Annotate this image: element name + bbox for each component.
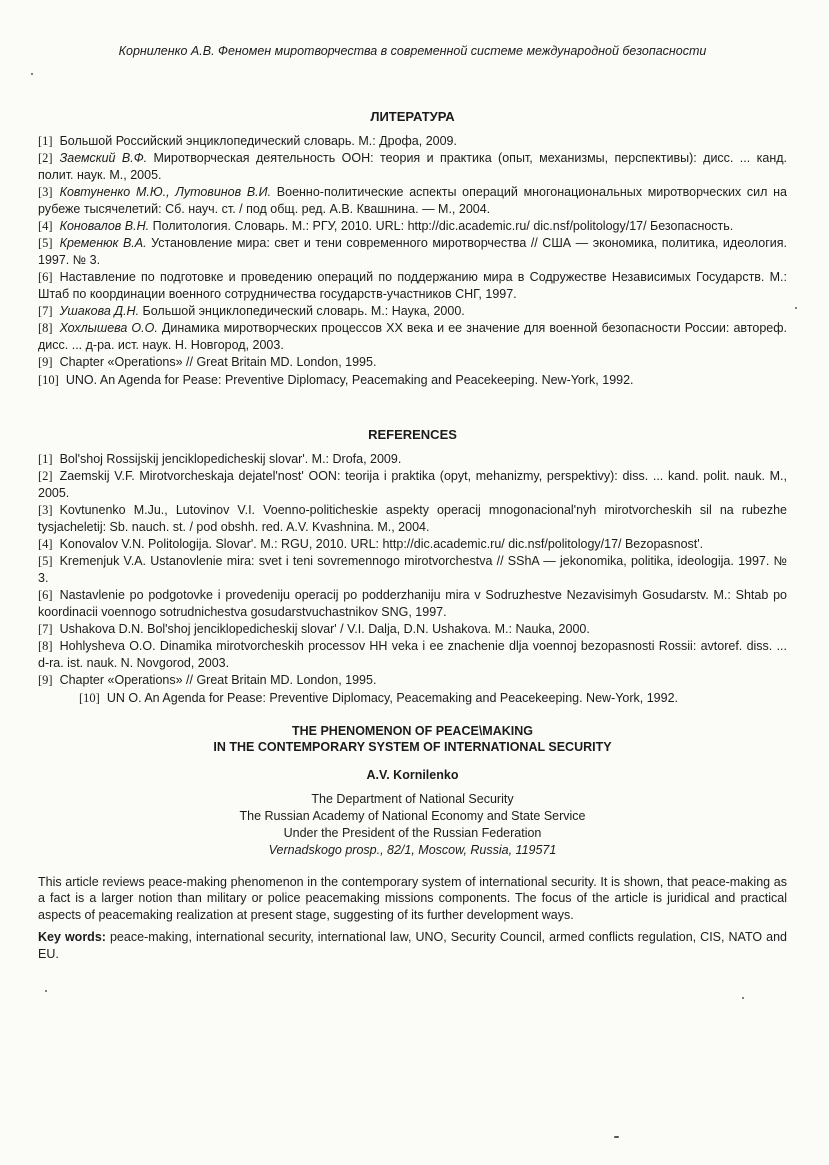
reference-text: Zaemskij V.F. Mirotvorcheskaja dejatel'nost' OON: teorija i praktika (opyt, mehanizmy, perspektivy): diss. ... kand. polit. nauk. M., 2005. xyxy=(38,469,787,500)
reference-author: Ковтуненко М.Ю., Лутовинов В.И. xyxy=(59,185,272,200)
reference-item xyxy=(38,372,787,388)
reference-item xyxy=(38,536,787,552)
reference-number: [9] xyxy=(38,673,53,688)
reference-text: Политология. Словарь. М.: РГУ, 2010. URL: http://dic.academic.ru/ dic.nsf/politology/17/ Безопасность. xyxy=(149,219,734,234)
reference-number: [5] xyxy=(38,554,53,569)
references-ru-heading: ЛИТЕРАТУРА xyxy=(370,109,455,124)
reference-item xyxy=(38,235,787,268)
reference-item xyxy=(38,269,787,302)
references-en-heading: REFERENCES xyxy=(368,427,457,442)
reference-text: Chapter «Operations» // Great Britain MD. London, 1995. xyxy=(59,355,377,370)
reference-item xyxy=(38,218,787,234)
reference-number: [2] xyxy=(38,469,53,484)
affiliation-line-3: Under the President of the Russian Federation xyxy=(283,826,542,840)
reference-number: [8] xyxy=(38,321,53,336)
abstract-block xyxy=(38,874,787,962)
reference-item xyxy=(38,553,787,586)
reference-item xyxy=(38,320,787,353)
reference-item xyxy=(38,502,787,535)
reference-text: Установление мира: свет и тени современного миротворчества // США — экономика, политика, идеология. 1997. № 3. xyxy=(38,236,787,267)
affiliation-line-2: The Russian Academy of National Economy and State Service xyxy=(239,809,586,823)
reference-author: Кременюк В.А. xyxy=(59,236,147,251)
reference-item xyxy=(38,354,787,370)
reference-item xyxy=(38,587,787,620)
reference-number: [7] xyxy=(38,304,53,319)
reference-text: Динамика миротворческих процессов XX века и ее значение для военной безопасности России: автореф. дисс. ... д-ра. ист. наук. Н. Новгород, 2003. xyxy=(38,321,787,352)
reference-text: Военно-политические аспекты операций многонациональных миротворческих сил на рубеже тысячелетий: Сб. науч. ст. / под общ. ред. А.В. Квашнина. — М., 2004. xyxy=(38,185,787,216)
reference-number: [6] xyxy=(38,270,53,285)
reference-text: Kovtunenko M.Ju., Lutovinov V.I. Voenno-politicheskie aspekty operacij mnogonacional'nyh mirotvorcheskih sil na rubezhe tysjacheletij: Sb. nauch. st. / pod obshh. red. A.V. Kvashnina. M., 2004. xyxy=(38,503,787,534)
reference-number: [8] xyxy=(38,639,53,654)
article-title-line-2: IN THE CONTEMPORARY SYSTEM OF INTERNATIONAL SECURITY xyxy=(213,740,612,754)
reference-text: Bol'shoj Rossijskij jenciklopedicheskij slovar'. M.: Drofa, 2009. xyxy=(59,452,402,466)
reference-item xyxy=(38,621,787,637)
keywords-text: peace-making, international security, international law, UNO, Security Council, armed conflicts regulation, CIS, NATO and EU. xyxy=(38,930,787,961)
keywords xyxy=(38,929,787,962)
reference-author: Коновалов В.Н. xyxy=(59,219,150,234)
reference-number: [4] xyxy=(38,537,53,552)
reference-number: [7] xyxy=(38,622,53,637)
reference-number: [2] xyxy=(38,151,53,166)
reference-number: [9] xyxy=(38,355,53,370)
reference-item xyxy=(38,451,787,467)
references-en-section xyxy=(38,427,787,707)
reference-text: Hohlysheva O.O. Dinamika mirotvorcheskih processov HH veka i ee znachenie dlja voennoj bezopasnosti Rossii: avtoref. diss. ... d-ra. ist. nauk. N. Novgorod, 2003. xyxy=(38,639,787,670)
reference-number: [10] xyxy=(38,372,59,387)
article-author: A.V. Kornilenko xyxy=(366,768,459,782)
reference-text: Konovalov V.N. Politologija. Slovar'. M.: RGU, 2010. URL: http://dic.academic.ru/ dic.nsf/politology/17/ Bezopasnost'. xyxy=(59,537,704,552)
reference-item xyxy=(38,133,787,149)
reference-number: [4] xyxy=(38,219,53,234)
affiliation-line-1: The Department of National Security xyxy=(311,792,514,806)
reference-author: Хохлышева О.О. xyxy=(59,321,158,336)
reference-number: [10] xyxy=(79,690,100,705)
reference-text: Большой Российский энциклопедический словарь. М.: Дрофа, 2009. xyxy=(59,134,457,148)
affiliation xyxy=(38,791,787,859)
reference-item xyxy=(38,638,787,671)
keywords-label: Key words: xyxy=(38,930,106,945)
reference-item xyxy=(38,184,787,217)
reference-number: [1] xyxy=(38,134,53,148)
references-ru-list xyxy=(38,133,787,388)
abstract-text: This article reviews peace-making phenomenon in the contemporary system of international security. It is shown, that peace-making as a fact is a larger notion than military or police peacemaking missions components. The focus of the article is juridical and practical aspects of peacemaking realization at present stage, suggesting of its further development ways. xyxy=(38,875,787,922)
reference-number: [6] xyxy=(38,588,53,603)
reference-item xyxy=(38,468,787,501)
scan-speck xyxy=(742,997,744,999)
reference-text: Kremenjuk V.A. Ustanovlenie mira: svet i teni sovremennogo mirotvorchestva // SShA — jekonomika, politika, ideologija. 1997. № 3. xyxy=(38,554,787,585)
reference-text: Миротворческая деятельность ООН: теория и практика (опыт, механизмы, перспективы): дисс. ... канд. полит. наук. М., 2005. xyxy=(38,151,787,182)
references-en-list xyxy=(38,451,787,706)
scan-speck xyxy=(31,73,33,75)
scan-speck xyxy=(45,990,47,992)
reference-number: [1] xyxy=(38,452,53,466)
scan-speck xyxy=(614,1136,619,1138)
article-title-line-1: THE PHENOMENON OF PEACE\MAKING xyxy=(292,724,533,738)
reference-item xyxy=(38,303,787,319)
reference-number: [3] xyxy=(38,503,53,518)
reference-author: Ушакова Д.Н. xyxy=(59,304,140,319)
running-head: Корниленко А.В. Феномен миротворчества в современной системе международной безопасности xyxy=(118,44,707,58)
affiliation-address: Vernadskogo prosp., 82/1, Moscow, Russia, 119571 xyxy=(268,843,557,857)
reference-item xyxy=(38,150,787,183)
reference-number: [3] xyxy=(38,185,53,200)
reference-text: UN O. An Agenda for Pease: Preventive Diplomacy, Peacemaking and Peacekeeping. New-York, 1992. xyxy=(106,690,678,705)
reference-text: Chapter «Operations» // Great Britain MD. London, 1995. xyxy=(59,673,377,688)
reference-item xyxy=(38,690,787,706)
reference-author: Заемский В.Ф. xyxy=(59,151,148,166)
scan-speck xyxy=(795,307,797,309)
reference-text: Наставление по подготовке и проведению операций по поддержанию мира в Содружестве Независимых Государств. М.: Штаб по координации военного сотрудничества государств-участников СНГ, 1997. xyxy=(38,270,787,301)
article-title-block xyxy=(38,723,787,859)
references-ru-section xyxy=(38,109,787,389)
reference-text: UNO. An Agenda for Pease: Preventive Diplomacy, Peacemaking and Peacekeeping. New-York, 1992. xyxy=(65,372,634,387)
reference-text: Большой энциклопедический словарь. М.: Наука, 2000. xyxy=(139,304,465,319)
reference-text: Nastavlenie po podgotovke i provedeniju operacij po podderzhaniju mira v Sodruzhestve Nezavisimyh Gosudarstv. M.: Shtab po koordinacii voennogo sotrudnichestva gosudarstvuchastnikov SNG, 1997. xyxy=(38,588,787,619)
reference-item xyxy=(38,672,787,688)
reference-number: [5] xyxy=(38,236,53,251)
reference-text: Ushakova D.N. Bol'shoj jenciklopedicheskij slovar' / V.I. Dalja, D.N. Ushakova. M.: Nauka, 2000. xyxy=(59,622,590,637)
